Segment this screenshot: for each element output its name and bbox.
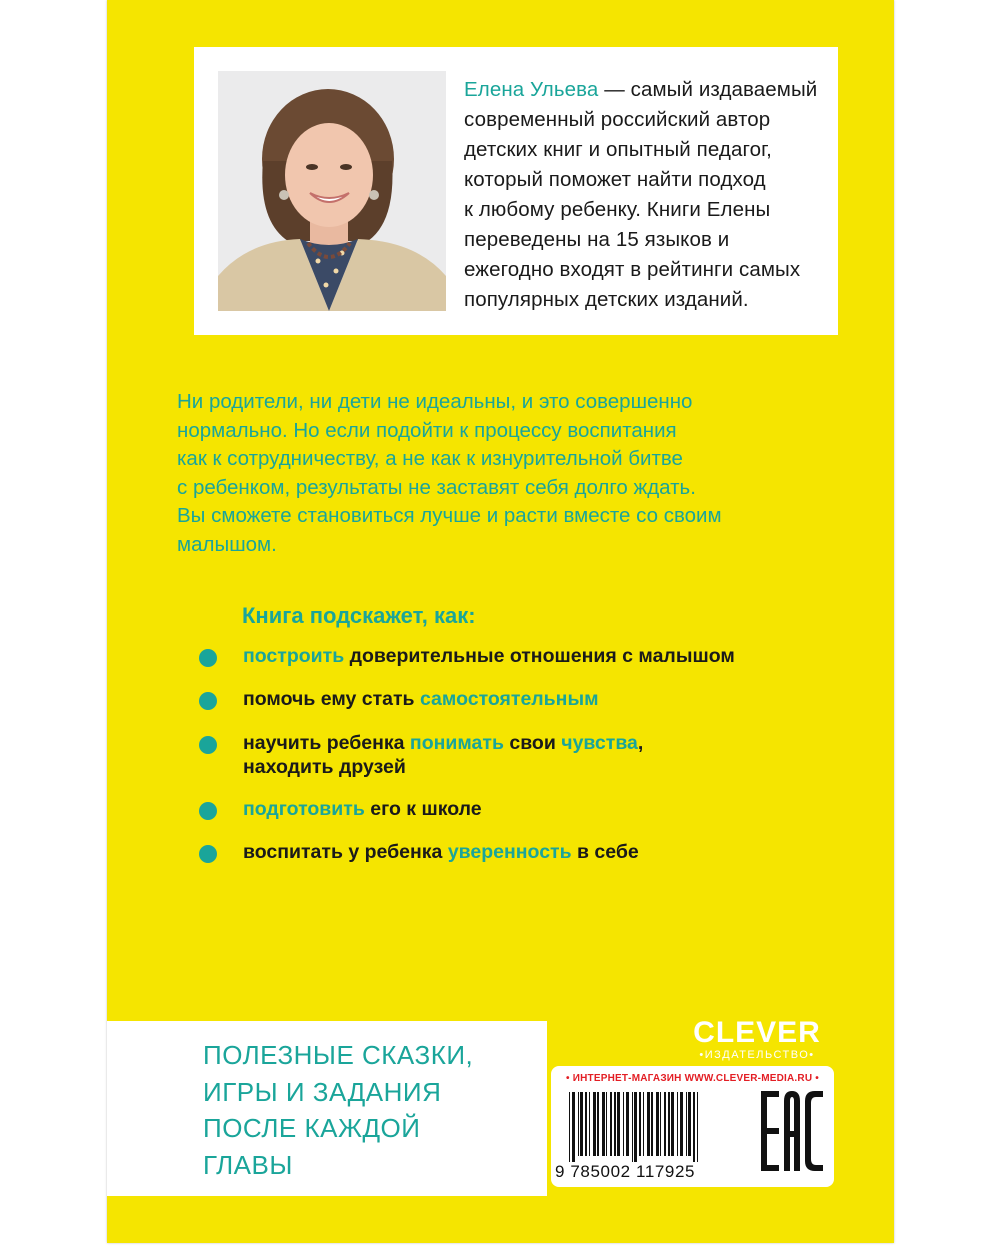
isbn-number: 9 785002 117925 xyxy=(555,1162,696,1181)
intro-line: с ребенком, результаты не заставят себя долго ждать. xyxy=(177,475,696,499)
intro-line: Вы сможете становиться лучше и расти вместе со своим xyxy=(177,504,722,527)
item-text: свои xyxy=(503,732,562,754)
author-bio-line: переведены на 15 языков и xyxy=(464,228,730,251)
barcode-bar xyxy=(614,1092,616,1156)
publisher-logo xyxy=(677,1017,837,1061)
author-portrait-image xyxy=(218,71,446,311)
highlighted-word: уверенность xyxy=(447,841,572,863)
author-bio-line: ежегодно входят в рейтинги самых xyxy=(464,258,801,281)
shop-url: • ИНТЕРНЕТ-МАГАЗИН WWW.CLEVER-MEDIA.RU • xyxy=(566,1073,819,1084)
author-bio-line: — самый издаваемый xyxy=(598,78,818,101)
list-heading: Книга подскажет, как: xyxy=(242,603,476,628)
barcode-bar xyxy=(610,1092,612,1156)
bullet-dot-icon xyxy=(199,802,217,820)
highlighted-word: понимать xyxy=(409,732,504,754)
intro-line: малышом. xyxy=(177,532,277,556)
intro-line: Ни родители, ни дети не идеальны, и это совершенно xyxy=(177,390,693,413)
author-info-box xyxy=(194,47,838,335)
barcode-bar xyxy=(668,1092,670,1156)
barcode-bar xyxy=(580,1092,583,1156)
footer-line: ГЛАВЫ xyxy=(203,1149,293,1180)
barcode-bar xyxy=(688,1092,691,1156)
footer-banner xyxy=(107,1021,547,1196)
item-text: в себе xyxy=(571,841,639,863)
barcode-bar xyxy=(626,1092,629,1156)
footer-line: ПОЛЕЗНЫЕ СКАЗКИ, xyxy=(203,1040,474,1070)
footer-line: ПОСЛЕ КАЖДОЙ xyxy=(203,1113,421,1143)
barcode-bar xyxy=(602,1092,605,1156)
barcode-bar xyxy=(686,1092,687,1156)
footer-text xyxy=(203,1037,473,1183)
author-bio-line: к любому ребенку. Книги Елены xyxy=(464,198,771,221)
item-text: научить ребенка xyxy=(243,732,410,754)
barcode-bar xyxy=(671,1092,674,1156)
barcode-bar xyxy=(693,1092,695,1162)
barcode-bar xyxy=(572,1092,575,1162)
intro-line: нормально. Но если подойти к процессу воспитания xyxy=(177,418,677,442)
barcode-bar xyxy=(647,1092,650,1156)
author-bio xyxy=(464,75,824,315)
barcode-panel xyxy=(551,1066,834,1187)
intro-line: как к сотрудничеству, а не как к изнурительной битве xyxy=(177,447,683,470)
item-text: доверительные отношения с малышом xyxy=(344,645,735,667)
barcode-bar xyxy=(632,1092,633,1162)
item-text: помочь ему стать xyxy=(243,688,420,710)
barcode-bar xyxy=(623,1092,624,1156)
barcode-bar xyxy=(597,1092,599,1156)
barcode-bar xyxy=(589,1092,590,1156)
author-bio-line: современный российский автор xyxy=(464,108,771,131)
highlighted-word: построить xyxy=(243,645,345,667)
barcode-bar xyxy=(639,1092,641,1156)
barcode-bar xyxy=(656,1092,659,1156)
item-text: воспитать у ребенка xyxy=(243,841,448,863)
barcode-bar xyxy=(677,1092,678,1156)
author-photo xyxy=(218,71,446,311)
highlighted-word: самостоятельным xyxy=(419,688,599,710)
barcode-bar xyxy=(664,1092,666,1156)
benefit-item xyxy=(199,797,903,821)
item-text: , xyxy=(637,732,644,754)
benefit-item xyxy=(199,840,903,864)
highlighted-word: чувства xyxy=(561,732,638,754)
author-name: Елена Ульева xyxy=(464,78,599,101)
item-text: его к школе xyxy=(364,798,482,820)
intro-paragraph xyxy=(177,388,817,559)
barcode-bar xyxy=(617,1092,620,1156)
publisher-brand: CLEVER xyxy=(693,1016,821,1049)
barcode-bar xyxy=(593,1092,596,1156)
barcode-bar xyxy=(697,1092,698,1162)
barcode-bar xyxy=(578,1092,579,1156)
bullet-dot-icon xyxy=(199,736,217,754)
benefit-item xyxy=(199,687,903,711)
barcode-bar xyxy=(569,1092,570,1162)
barcode-bar xyxy=(680,1092,683,1156)
publisher-subtitle: •ИЗДАТЕЛЬСТВО• xyxy=(699,1049,815,1061)
author-bio-line: который поможет найти подход xyxy=(464,168,766,191)
barcode-bars xyxy=(569,1092,757,1162)
author-bio-line: детских книг и опытный педагог, xyxy=(464,138,772,161)
bullet-dot-icon xyxy=(199,692,217,710)
author-bio-line: популярных детских изданий. xyxy=(464,288,749,311)
item-text: находить друзей xyxy=(243,756,406,778)
benefit-item xyxy=(199,644,903,668)
barcode-bar xyxy=(634,1092,637,1162)
barcode-bar xyxy=(606,1092,607,1156)
barcode-bar xyxy=(660,1092,661,1156)
bullet-dot-icon xyxy=(199,649,217,667)
footer-line: ИГРЫ И ЗАДАНИЯ xyxy=(203,1076,442,1107)
book-back-cover xyxy=(107,0,894,1243)
highlighted-word: подготовить xyxy=(243,798,365,820)
benefit-item xyxy=(199,731,903,779)
barcode-bar xyxy=(643,1092,644,1156)
eac-mark-icon xyxy=(761,1091,827,1171)
barcode-bar xyxy=(585,1092,587,1156)
barcode-bar xyxy=(651,1092,653,1156)
bullet-dot-icon xyxy=(199,845,217,863)
